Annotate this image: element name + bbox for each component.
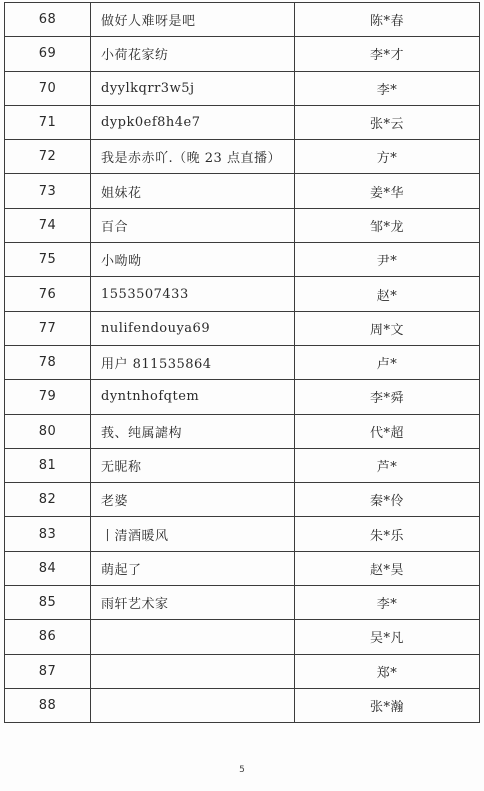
table-row bbox=[5, 345, 480, 379]
nickname-cell: dypk0ef8h4e7 bbox=[91, 105, 295, 139]
row-number-cell: 86 bbox=[5, 620, 91, 654]
row-number-cell: 82 bbox=[5, 483, 91, 517]
table-row bbox=[5, 174, 480, 208]
nickname-cell: 小荷花家纺 bbox=[91, 37, 295, 71]
name-cell: 方* bbox=[295, 140, 480, 174]
table-row bbox=[5, 37, 480, 71]
name-cell: 尹* bbox=[295, 243, 480, 277]
name-cell: 赵* bbox=[295, 277, 480, 311]
nickname-cell: 丨清酒暖风 bbox=[91, 517, 295, 551]
table-row bbox=[5, 105, 480, 139]
table-row bbox=[5, 3, 480, 37]
nickname-cell: 小呦呦 bbox=[91, 243, 295, 277]
row-number-cell: 85 bbox=[5, 586, 91, 620]
name-cell: 李*舜 bbox=[295, 380, 480, 414]
name-cell: 朱*乐 bbox=[295, 517, 480, 551]
winner-list-table bbox=[4, 2, 480, 723]
name-cell: 代*超 bbox=[295, 414, 480, 448]
name-cell: 芦* bbox=[295, 448, 480, 482]
table-row bbox=[5, 208, 480, 242]
row-number-cell: 75 bbox=[5, 243, 91, 277]
row-number-cell: 72 bbox=[5, 140, 91, 174]
table-row bbox=[5, 277, 480, 311]
nickname-cell: 1553507433 bbox=[91, 277, 295, 311]
table-row bbox=[5, 517, 480, 551]
name-cell: 李*才 bbox=[295, 37, 480, 71]
table-row bbox=[5, 243, 480, 277]
table-row bbox=[5, 483, 480, 517]
nickname-cell: 姐妹花 bbox=[91, 174, 295, 208]
nickname-cell: 雨轩艺术家 bbox=[91, 586, 295, 620]
table-row bbox=[5, 414, 480, 448]
table-row bbox=[5, 654, 480, 688]
table-row bbox=[5, 620, 480, 654]
nickname-cell: 用户 811535864 bbox=[91, 345, 295, 379]
row-number-cell: 77 bbox=[5, 311, 91, 345]
nickname-cell bbox=[91, 654, 295, 688]
nickname-cell: 百合 bbox=[91, 208, 295, 242]
table-row bbox=[5, 551, 480, 585]
row-number-cell: 87 bbox=[5, 654, 91, 688]
row-number-cell: 69 bbox=[5, 37, 91, 71]
name-cell: 秦*伶 bbox=[295, 483, 480, 517]
table-row bbox=[5, 380, 480, 414]
table-row bbox=[5, 140, 480, 174]
table-row bbox=[5, 448, 480, 482]
nickname-cell: 萌起了 bbox=[91, 551, 295, 585]
row-number-cell: 80 bbox=[5, 414, 91, 448]
nickname-cell: 我是赤赤吖.（晚 23 点直播） bbox=[91, 140, 295, 174]
name-cell: 李* bbox=[295, 71, 480, 105]
row-number-cell: 88 bbox=[5, 688, 91, 722]
name-cell: 姜*华 bbox=[295, 174, 480, 208]
name-cell: 卢* bbox=[295, 345, 480, 379]
nickname-cell: nulifendouya69 bbox=[91, 311, 295, 345]
row-number-cell: 78 bbox=[5, 345, 91, 379]
nickname-cell: 做好人难呀是吧 bbox=[91, 3, 295, 37]
row-number-cell: 83 bbox=[5, 517, 91, 551]
nickname-cell bbox=[91, 688, 295, 722]
row-number-cell: 81 bbox=[5, 448, 91, 482]
name-cell: 陈*春 bbox=[295, 3, 480, 37]
page-number: 5 bbox=[239, 765, 245, 775]
nickname-cell: dyylkqrr3w5j bbox=[91, 71, 295, 105]
nickname-cell: 莪、纯属謔构 bbox=[91, 414, 295, 448]
row-number-cell: 73 bbox=[5, 174, 91, 208]
table-row bbox=[5, 311, 480, 345]
row-number-cell: 74 bbox=[5, 208, 91, 242]
row-number-cell: 68 bbox=[5, 3, 91, 37]
table-body bbox=[5, 3, 480, 723]
name-cell: 吴*凡 bbox=[295, 620, 480, 654]
table-row bbox=[5, 71, 480, 105]
row-number-cell: 70 bbox=[5, 71, 91, 105]
nickname-cell bbox=[91, 620, 295, 654]
row-number-cell: 84 bbox=[5, 551, 91, 585]
nickname-cell: 无昵称 bbox=[91, 448, 295, 482]
row-number-cell: 79 bbox=[5, 380, 91, 414]
name-cell: 张*瀚 bbox=[295, 688, 480, 722]
nickname-cell: dyntnhofqtem bbox=[91, 380, 295, 414]
row-number-cell: 71 bbox=[5, 105, 91, 139]
name-cell: 邹*龙 bbox=[295, 208, 480, 242]
name-cell: 周*文 bbox=[295, 311, 480, 345]
table-row bbox=[5, 586, 480, 620]
name-cell: 张*云 bbox=[295, 105, 480, 139]
name-cell: 李* bbox=[295, 586, 480, 620]
table-row bbox=[5, 688, 480, 722]
name-cell: 赵*昊 bbox=[295, 551, 480, 585]
row-number-cell: 76 bbox=[5, 277, 91, 311]
nickname-cell: 老婆 bbox=[91, 483, 295, 517]
name-cell: 郑* bbox=[295, 654, 480, 688]
